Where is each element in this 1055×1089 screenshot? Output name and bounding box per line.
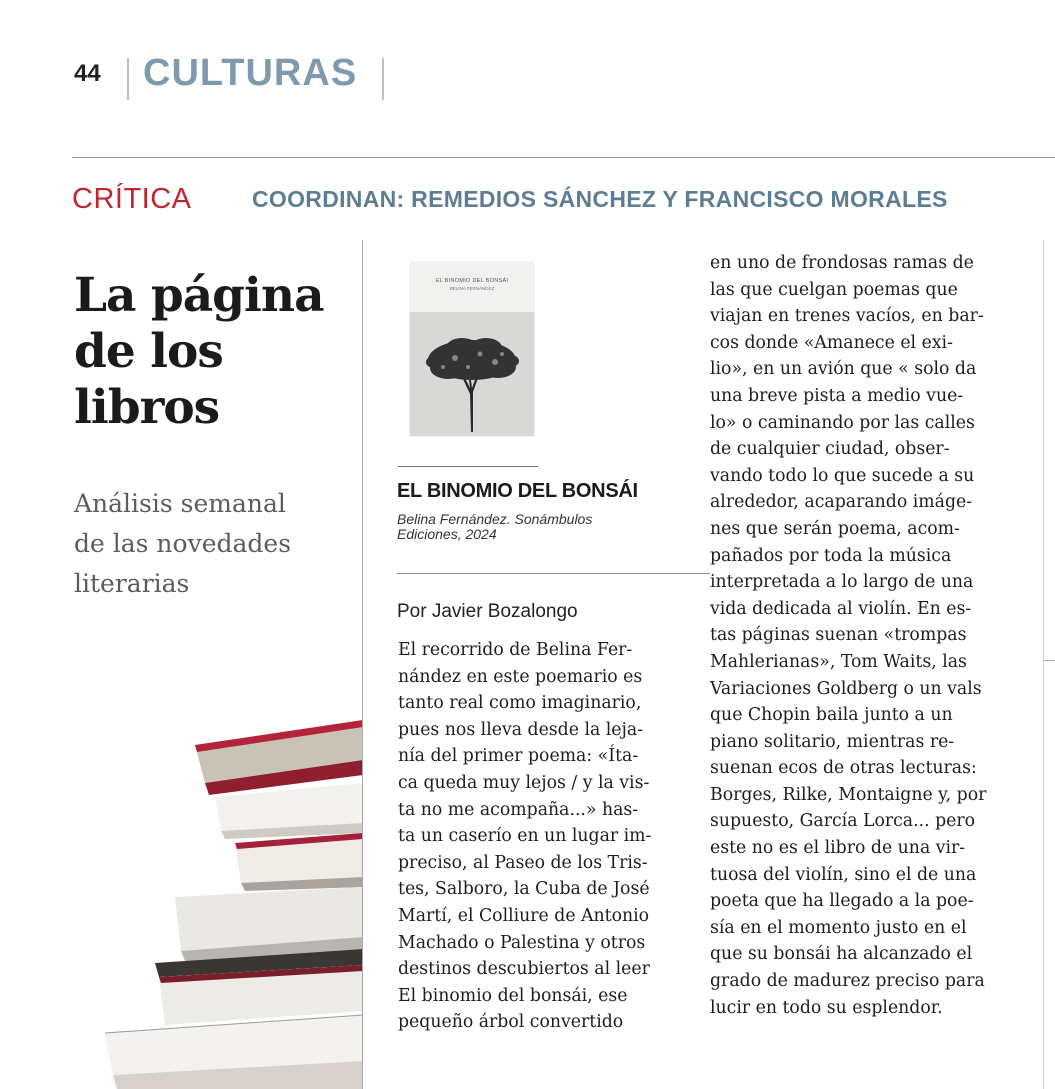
book-cover-image [410, 262, 534, 436]
page-number: 44 [74, 60, 101, 87]
text-line: lucir en todo su esplendor. [710, 997, 943, 1018]
book-title: EL BINOMIO DEL BONSÁI [397, 480, 638, 502]
cover-author: BELINA FERNÁNDEZ [449, 286, 495, 291]
text-line: tuosa del violín, sino el de una [710, 864, 977, 885]
heading-line: La página [74, 268, 324, 323]
text-line: en uno de frondosas ramas de [710, 253, 974, 273]
subtitle-line: de las novedades [74, 529, 292, 558]
text-line: pequeño árbol convertido [398, 1012, 624, 1033]
text-line: El binomio del bonsái, ese [398, 985, 628, 1006]
text-line: pañados por toda la música [710, 545, 952, 566]
text-line: El recorrido de Belina Fer- [398, 640, 633, 660]
text-line: tes, Salboro, la Cuba de José [398, 879, 650, 900]
section-kicker: CRÍTICA [72, 183, 192, 215]
text-line: poeta que ha llegado a la poe- [710, 891, 974, 912]
heading-line: de los [74, 324, 223, 379]
text-line: las que cuelgan poemas que [710, 279, 958, 300]
text-line: piano solitario, mientras re- [710, 731, 955, 752]
text-line: cos donde «Amanece el exi- [710, 332, 953, 353]
page-subtitle [74, 484, 364, 604]
text-line: sía en el momento justo en el [710, 917, 967, 938]
text-line: Variaciones Goldberg o un vals [710, 678, 982, 699]
header-divider [382, 58, 384, 100]
byline: Por Javier Bozalongo [397, 601, 578, 622]
text-line: interpretada a lo largo de una [710, 572, 974, 593]
text-line: de cualquier ciudad, obser- [710, 439, 950, 460]
text-line: ta no me acompaña...» has- [398, 799, 639, 820]
text-line: nía del primer poema: «Íta- [398, 746, 639, 767]
text-line: alrededor, acaparando imáge- [710, 492, 973, 513]
heading-line: libros [74, 380, 220, 435]
coordinators-credit: COORDINAN: REMEDIOS SÁNCHEZ Y FRANCISCO MORALES [252, 186, 948, 212]
text-line: nández en este poemario es [398, 666, 643, 687]
text-line: que su bonsái ha alcanzado el [710, 944, 973, 965]
text-line: que Chopin baila junto a un [710, 705, 953, 726]
text-line: Mahlerianas», Tom Waits, las [710, 651, 967, 672]
text-line: Machado o Palestina y otros [398, 932, 646, 953]
subtitle-line: Análisis semanal [74, 489, 286, 518]
article-column-1 [398, 637, 690, 1036]
text-line: tanto real como imaginario, [398, 693, 642, 714]
header-rule [72, 157, 1055, 158]
book-rule [398, 466, 538, 467]
book-publication-info [397, 512, 667, 542]
text-line: lio», en un avión que « solo da [710, 359, 977, 380]
text-line: vando todo lo que sucede a su [710, 465, 975, 486]
text-line: ta un caserío en un lugar im- [398, 826, 652, 847]
books-stack-image [85, 715, 363, 1089]
text-line: una breve pista a medio vue- [710, 385, 964, 406]
column-divider [362, 240, 363, 1089]
text-line: supuesto, García Lorca... pero [710, 811, 976, 832]
text-line: suenan ecos de otras lecturas: [710, 758, 977, 779]
text-line: nes que serán poema, acom- [710, 518, 960, 539]
header-divider [127, 58, 129, 100]
text-line: tas páginas suenan «trompas [710, 625, 967, 646]
margin-tick [1044, 660, 1055, 661]
info-rule [397, 573, 710, 574]
text-line: Martí, el Colliure de Antonio [398, 905, 650, 926]
page-heading [74, 268, 354, 436]
section-title: CULTURAS [143, 52, 358, 94]
info-line: Belina Fernández. Sonámbulos [397, 511, 593, 527]
subtitle-line: literarias [74, 569, 190, 598]
text-line: viajan en trenes vacíos, en bar- [710, 306, 984, 327]
text-line: este no es el libro de una vir- [710, 838, 966, 859]
text-line: vida dedicada al violín. En es- [710, 598, 972, 619]
tree-icon [410, 312, 534, 436]
text-line: pues nos lleva desde la leja- [398, 719, 644, 740]
text-line: destinos descubiertos al leer [398, 959, 650, 980]
article-column-2 [710, 250, 1022, 1021]
cover-title: EL BINOMIO DEL BONSÁI [435, 278, 509, 284]
text-line: preciso, al Paseo de los Tris- [398, 852, 648, 873]
text-line: ca queda muy lejos / y la vis- [398, 772, 650, 793]
column-divider [1043, 240, 1044, 1089]
info-line: Ediciones, 2024 [397, 526, 497, 542]
text-line: Borges, Rilke, Montaigne y, por [710, 784, 987, 805]
text-line: lo» o caminando por las calles [710, 412, 975, 433]
text-line: grado de madurez preciso para [710, 971, 985, 992]
